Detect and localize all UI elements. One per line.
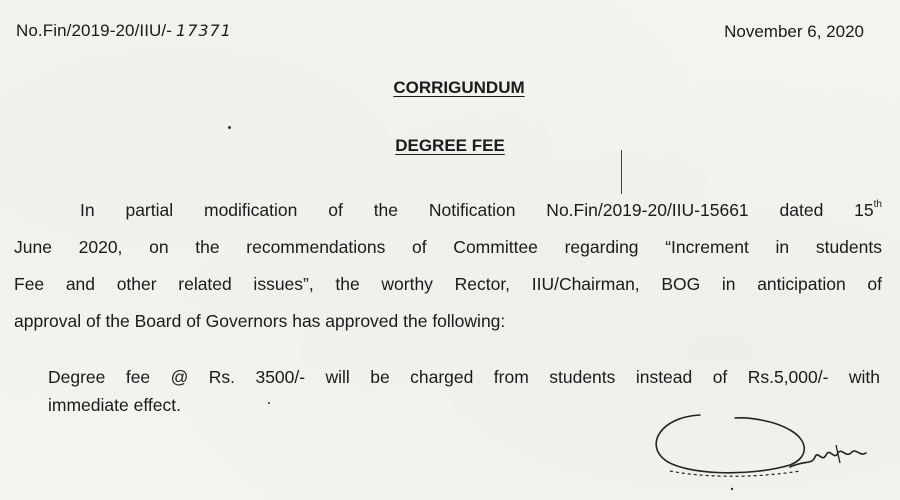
paragraph-line: immediate effect.	[48, 395, 181, 415]
handwritten-signature	[640, 405, 890, 495]
paragraph-line	[14, 186, 882, 229]
reference-number-handwritten: 17371	[176, 21, 232, 40]
superscript-th: th	[873, 199, 882, 210]
document-date: November 6, 2020	[724, 22, 864, 41]
document-title	[0, 78, 900, 98]
stray-dot	[228, 126, 231, 129]
document-subtitle-text: DEGREE FEE	[395, 136, 505, 155]
paragraph-line: June 2020, on the recommendations of Committee regarding “Increment in students	[14, 237, 882, 257]
paragraph-line: Fee and other related issues”, the worthy Rector, IIU/Chairman, BOG in anticipation of	[14, 274, 882, 294]
reference-number-printed: No.Fin/2019-20/IIU/-	[16, 21, 173, 40]
body-paragraph	[14, 186, 882, 340]
reference-number	[16, 21, 232, 41]
document-subtitle	[0, 136, 900, 156]
paragraph-line-text: In partial modification of the Notification No.Fin/2019-20/IIU-15661 dated 15	[80, 200, 874, 220]
document-title-text: CORRIGUNDUM	[393, 78, 525, 97]
paragraph-line: approval of the Board of Governors has approved the following:	[14, 311, 506, 331]
paragraph-line: Degree fee @ Rs. 3500/- will be charged from students instead of Rs.5,000/- with	[48, 367, 880, 387]
